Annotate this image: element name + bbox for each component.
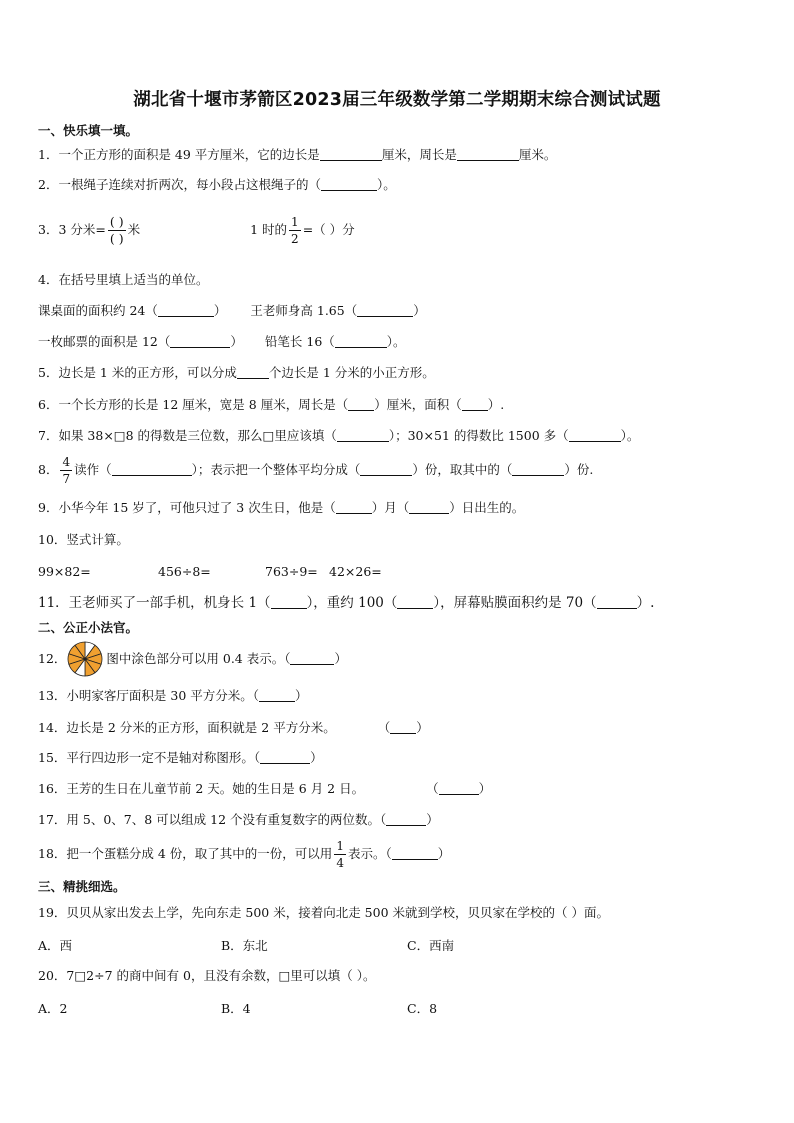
page-title: 湖北省十堰市茅箭区2023届三年级数学第二学期期末综合测试试题 [133, 90, 661, 110]
fraction: $\frac{( )}{( )}$ [109, 213, 124, 246]
question-4: 4．在括号里填上适当的单位。 [38, 272, 209, 287]
answer-blank[interactable] [512, 462, 564, 476]
pie-circle-figure [66, 640, 104, 678]
question-20: 20．7□2÷7 的商中间有 0，且没有余数，□里可以填（ ）。 [38, 968, 376, 983]
answer-blank[interactable] [158, 303, 214, 317]
fraction-one-half: $\frac{1}{2}$ [291, 215, 299, 246]
question-10: 10．竖式计算。 [38, 532, 129, 547]
calc-expression: 763÷9= [265, 564, 318, 579]
question-4-part-b: 一枚邮票的面积是 12（ ） 铅笔长 16（ ）。 [38, 334, 406, 349]
answer-blank[interactable] [170, 334, 230, 348]
question-3: 3．3 分米= $\frac{( )}{( )}$ 米 1 时的 $\frac{1}{2}$ =（ ）分 [38, 213, 355, 246]
option-a[interactable]: A．西 [38, 938, 73, 953]
option-b[interactable]: B．东北 [221, 938, 268, 953]
question-4-part-a: 课桌面的面积约 24（ ） 王老师身高 1.65（ ） [38, 303, 426, 318]
answer-blank[interactable] [569, 428, 621, 442]
answer-blank[interactable] [597, 595, 637, 609]
question-12: 12． 图中涂色部分可以用 0.4 表示。（ ） [38, 651, 347, 666]
answer-blank[interactable] [462, 397, 488, 411]
calc-expression: 456÷8= [158, 564, 211, 579]
question-19: 19．贝贝从家出发去上学，先向东走 500 米，接着向北走 500 米就到学校，贝贝家在学校的（ ）面。 [38, 905, 609, 920]
answer-blank[interactable] [386, 812, 426, 826]
question-7: 7．如果 38×□8 的得数是三位数，那么□里应该填（ ）；30×51 的得数比 1500 多（ ）。 [38, 428, 640, 443]
question-17: 17．用 5、0、7、8 可以组成 12 个没有重复数字的两位数。（ ） [38, 812, 439, 827]
answer-blank[interactable] [439, 781, 479, 795]
section-heading-1: 一、快乐填一填。 [38, 123, 139, 138]
question-15: 15．平行四边形一定不是轴对称图形。（ ） [38, 750, 323, 765]
answer-blank[interactable] [260, 750, 310, 764]
answer-blank[interactable] [290, 651, 334, 665]
question-6: 6．一个长方形的长是 12 厘米，宽是 8 厘米，周长是（ ）厘米，面积（ ）. [38, 397, 505, 412]
answer-blank[interactable] [337, 428, 389, 442]
question-9: 9．小华今年 15 岁了，可他只过了 3 次生日，他是（ ）月（ ）日出生的。 [38, 500, 525, 515]
question-18: 18．把一个蛋糕分成 4 份，取了其中的一份，可以用 $\frac{1}{4}$ 表示。（ ） [38, 839, 451, 870]
section-heading-3: 三、精挑细选。 [38, 879, 126, 894]
question-8: 8． $\frac{4}{7}$ 读作（ ）；表示把一个整体平均分成（ ）份，取其中的（ ）份. [38, 455, 594, 486]
answer-blank[interactable] [409, 500, 449, 514]
fraction-four-sevenths: $\frac{4}{7}$ [62, 455, 71, 486]
question-13: 13．小明家客厅面积是 30 平方分米。（ ） [38, 688, 308, 703]
calc-expression: 42×26= [329, 564, 382, 579]
answer-blank[interactable] [392, 846, 438, 860]
answer-blank[interactable] [321, 177, 377, 191]
answer-blank[interactable] [457, 147, 519, 161]
question-11: 11．王老师买了一部手机，机身长 1（ ），重约 100（ ），屏幕贴膜面积约是 70（ ）. [38, 595, 655, 611]
answer-blank[interactable] [357, 303, 413, 317]
option-c[interactable]: C．8 [407, 1001, 438, 1016]
answer-blank[interactable] [271, 595, 307, 609]
answer-blank[interactable] [360, 462, 412, 476]
answer-blank[interactable] [259, 688, 295, 702]
answer-blank[interactable] [237, 365, 269, 379]
question-1: 1．一个正方形的面积是 49 平方厘米，它的边长是 厘米，周长是 厘米。 [38, 147, 557, 162]
option-a[interactable]: A．2 [38, 1001, 68, 1016]
answer-blank[interactable] [112, 462, 192, 476]
answer-blank[interactable] [336, 500, 372, 514]
fraction-one-quarter: $\frac{1}{4}$ [336, 839, 344, 870]
question-5: 5．边长是 1 米的正方形，可以分成 个边长是 1 分米的小正方形。 [38, 365, 435, 380]
answer-blank[interactable] [397, 595, 433, 609]
calc-expression: 99×82= [38, 564, 91, 579]
question-14: 14．边长是 2 分米的正方形，面积就是 2 平方分米。 （ ） [38, 720, 429, 735]
answer-blank[interactable] [320, 147, 382, 161]
answer-blank[interactable] [390, 720, 416, 734]
section-heading-2: 二、公正小法官。 [38, 620, 139, 635]
question-16: 16．王芳的生日在儿童节前 2 天。她的生日是 6 月 2 日。 （ ） [38, 781, 492, 796]
option-b[interactable]: B．4 [221, 1001, 251, 1016]
answer-blank[interactable] [348, 397, 374, 411]
question-2: 2．一根绳子连续对折两次，每小段占这根绳子的（ ）。 [38, 177, 396, 192]
answer-blank[interactable] [335, 334, 387, 348]
option-c[interactable]: C．西南 [407, 938, 455, 953]
